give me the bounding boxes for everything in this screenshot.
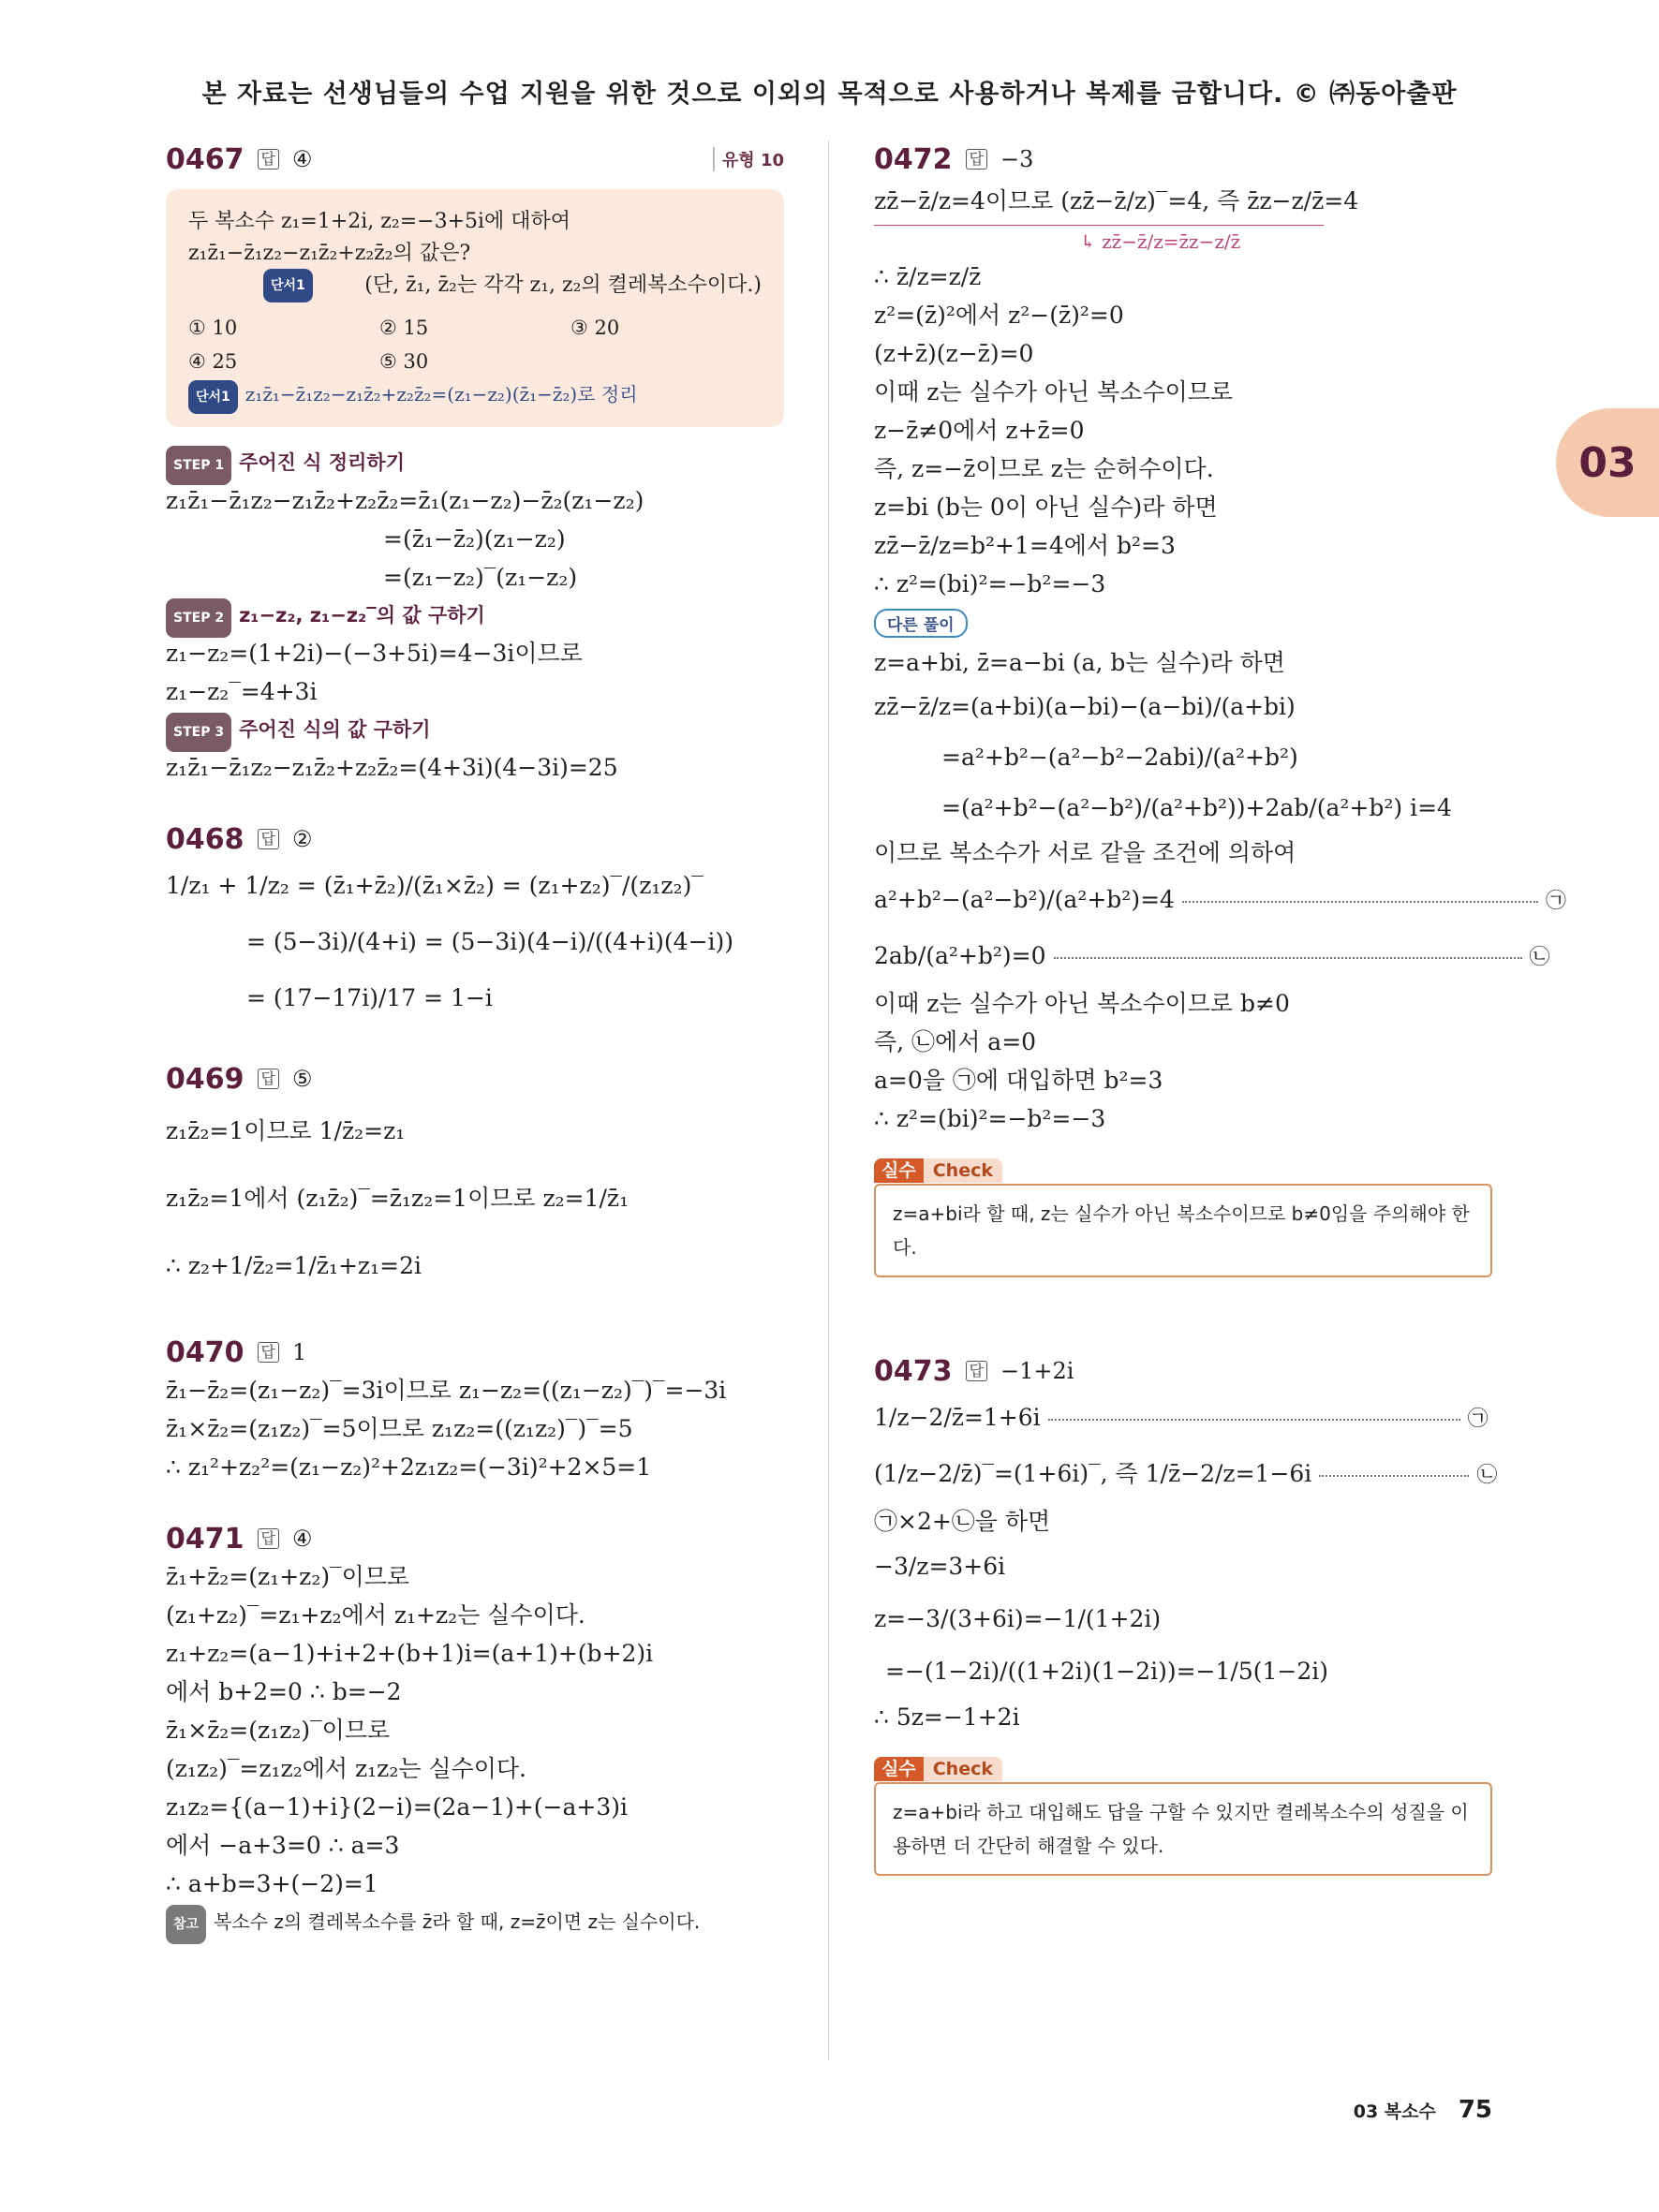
solution-line: 즉, z=−z̄이므로 z는 순허수이다. (874, 455, 1214, 482)
page-number: 75 (1458, 2096, 1492, 2124)
problem-header-0469 (166, 1060, 784, 1098)
check-header: 실수 Check (874, 1755, 1492, 1780)
solution-line: z₁+z₂=(a−1)+i+2+(b+1)i=(a+1)+(b+2)i (166, 1640, 654, 1667)
solution-line: 1/z₁ + 1/z₂ = (z̄₁+z̄₂)/(z̄₁×z̄₂) = (z₁+z₂)‾/(z₁z₂)‾ (166, 872, 704, 899)
answer-label: 답 (258, 149, 279, 170)
answer: ④ (291, 1526, 313, 1552)
solution-line: (z+z̄)(z−z̄)=0 (874, 340, 1034, 367)
problem-number: 0467 (166, 142, 244, 176)
question-line: z₁z̄₁−z̄₁z₂−z₁z̄₂+z₂z̄₂의 값은? (188, 242, 471, 265)
solution-line: ∴ z²=(bi)²=−b²=−3 (874, 1105, 1106, 1132)
step-3: STEP 3 주어진 식의 값 구하기 (166, 711, 784, 748)
solution-line: z=a+bi, z̄=a−bi (a, b는 실수)라 하면 (874, 649, 1285, 676)
answer-label: 답 (966, 1361, 987, 1381)
solution-line: ∴ z̄/z=z/z̄ (874, 263, 982, 290)
solution-line: 즉, ㉡에서 a=0 (874, 1028, 1037, 1055)
solution-line: = (5−3i)/(4+i) = (5−3i)(4−i)/((4+i)(4−i)) (246, 928, 734, 955)
problem-number: 0472 (874, 142, 953, 176)
solution-line: z₁−z₂=(1+2i)−(−3+5i)=4−3i이므로 (166, 640, 583, 667)
solution-line: 이때 z는 실수가 아닌 복소수이므로 b≠0 (874, 990, 1290, 1017)
choice: ① 10 (188, 317, 238, 339)
solution-line: z₁z̄₁−z̄₁z₂−z₁z̄₂+z₂z̄₂=z̄₁(z₁−z₂)−z̄₂(z₁−z₂) (166, 487, 644, 514)
solution-line: 에서 −a+3=0 ∴ a=3 (166, 1832, 400, 1859)
answer-label: 답 (258, 1069, 279, 1089)
check-header: 실수 Check (874, 1157, 1492, 1182)
solution-line: z₁−z₂‾=4+3i (166, 678, 318, 705)
solution-line: −3/z=3+6i (874, 1553, 1006, 1580)
solution-line: zz̄−z̄/z=b²+1=4에서 b²=3 (874, 532, 1176, 559)
solution-line: 에서 b+2=0 ∴ b=−2 (166, 1678, 402, 1705)
problem-header-0473 (874, 1352, 1492, 1390)
solution-line: ∴ z₁²+z₂²=(z₁−z₂)²+2z₁z₂=(−3i)²+2×5=1 (166, 1453, 652, 1481)
choice: ② 15 (379, 317, 429, 339)
solution-line: =(z̄₁−z̄₂)(z₁−z₂) (383, 525, 566, 553)
solution-line: z̄₁×z̄₂=(z₁z₂)‾이므로 (166, 1717, 391, 1744)
solution-line: 이때 z는 실수가 아닌 복소수이므로 (874, 378, 1234, 406)
solution-line: ∴ z²=(bi)²=−b²=−3 (874, 570, 1106, 597)
step-2: STEP 2 z₁−z₂, z₁−z₂‾의 값 구하기 (166, 597, 784, 634)
annotation-line: ↳ zz̄−z̄/z=z̄z−z/z̄ (1080, 230, 1241, 253)
problem-type: 유형 10 (713, 147, 784, 171)
solution-line: z=bi (b는 0이 아닌 실수)라 하면 (874, 494, 1218, 521)
choices (188, 311, 762, 378)
answer-label: 답 (258, 1342, 279, 1363)
solution-line: zz̄−z̄/z=(a+bi)(a−bi)−(a−bi)/(a+bi) (874, 693, 1296, 720)
solution-line: z̄₁−z̄₂=(z₁−z₂)‾=3i이므로 z₁−z₂=((z₁−z₂)‾)‾=−3i (166, 1377, 727, 1404)
problem-header-0468 (166, 820, 784, 858)
choice: ③ 20 (570, 317, 620, 339)
problem-header-0471 (166, 1520, 784, 1557)
answer: ④ (291, 146, 313, 172)
reference-note: 참고 복소수 z의 켤레복소수를 z̄라 할 때, z=z̄이면 z는 실수이다. (166, 1903, 784, 1940)
solution-line: 이므로 복소수가 서로 같을 조건에 의하여 (874, 839, 1296, 866)
solution-line: ∴ 5z=−1+2i (874, 1703, 1020, 1731)
solution-line: a²+b²−(a²−b²)/(a²+b²)=4 ㉠ (874, 886, 1566, 913)
problem-number: 0471 (166, 1522, 244, 1556)
answer-label: 답 (258, 829, 279, 849)
chapter-label: 03 복소수 (1353, 2101, 1436, 2122)
answer-label: 답 (966, 149, 987, 170)
solution-line: ∴ z₂+1/z̄₂=1/z̄₁+z₁=2i (166, 1252, 422, 1279)
question-line: 단서1 (단, z̄₁, z̄₂는 각각 z₁, z₂의 켤레복소수이다.) (188, 270, 762, 302)
alternate-solution-label: 다른 풀이 (874, 609, 968, 638)
solution-line: z−z̄≠0에서 z+z̄=0 (874, 417, 1085, 444)
problem-header-0470 (166, 1334, 784, 1371)
question-box (166, 189, 784, 427)
answer: ② (291, 826, 313, 852)
solution-line: z₁z̄₂=1에서 (z₁z̄₂)‾=z̄₁z₂=1이므로 z₂=1/z̄₁ (166, 1185, 630, 1212)
problem-number: 0473 (874, 1354, 953, 1388)
solution-line: 1/z−2/z̄=1+6i ㉠ (874, 1404, 1489, 1431)
solution-line: z̄₁×z̄₂=(z₁z₂)‾=5이므로 z₁z₂=((z₁z₂)‾)‾=5 (166, 1415, 633, 1442)
solution-line: z₁z̄₁−z̄₁z₂−z₁z̄₂+z₂z̄₂=(4+3i)(4−3i)=25 (166, 754, 618, 781)
solution-line: z²=(z̄)²에서 z²−(z̄)²=0 (874, 302, 1124, 329)
page-footer (1354, 2096, 1492, 2124)
question-line: 두 복소수 z₁=1+2i, z₂=−3+5i에 대하여 (188, 210, 571, 233)
problem-header-0472 (874, 140, 1492, 178)
solution-line: z=−3/(3+6i)=−1/(1+2i) (874, 1605, 1162, 1632)
problem-number: 0470 (166, 1335, 244, 1369)
solution-line: (z₁z₂)‾=z₁z₂에서 z₁z₂는 실수이다. (166, 1755, 527, 1782)
answer: −3 (1000, 146, 1034, 172)
check-box: z=a+bi라 하고 대입해도 답을 구할 수 있지만 켤레복소수의 성질을 이용하면 더 간단히 해결할 수 있다. (874, 1782, 1492, 1876)
mark-b: ㉡ (1529, 946, 1550, 969)
solution-line: = (17−17i)/17 = 1−i (246, 984, 493, 1011)
copyright-banner: 본 자료는 선생님들의 수업 지원을 위한 것으로 이외의 목적으로 사용하거나 복제를 금합니다. © ㈜동아출판 (201, 80, 1458, 109)
solution-line: zz̄−z̄/z=4이므로 (zz̄−z̄/z)‾=4, 즉 z̄z−z/z̄=4 (874, 178, 1324, 226)
answer-label: 답 (258, 1528, 279, 1549)
right-column (874, 140, 1566, 1876)
hint-tag: 단서1 (263, 269, 313, 302)
check-box: z=a+bi라 할 때, z는 실수가 아닌 복소수이므로 b≠0임을 주의해야 한다. (874, 1184, 1492, 1277)
solution-line: ∴ a+b=3+(−2)=1 (166, 1870, 378, 1897)
choice: ④ 25 (188, 350, 238, 373)
solution-line: (z₁+z₂)‾=z₁+z₂에서 z₁+z₂는 실수이다. (166, 1601, 585, 1629)
solution-line: =(a²+b²−(a²−b²)/(a²+b²))+2ab/(a²+b²) i=4 (941, 794, 1452, 821)
hint-line: 단서1 z₁z̄₁−z̄₁z₂−z₁z̄₂+z₂z̄₂=(z₁−z₂)(z̄₁−z̄₂)로 정리 (188, 378, 762, 410)
mark-a: ㉠ (1545, 890, 1566, 913)
problem-number: 0469 (166, 1062, 244, 1096)
left-column (166, 140, 784, 1940)
solution-line: z₁z̄₂=1이므로 1/z̄₂=z₁ (166, 1117, 406, 1144)
problem-header-0467 (166, 140, 784, 178)
answer: ⑤ (291, 1066, 313, 1092)
solution-line: z₁z₂={(a−1)+i}(2−i)=(2a−1)+(−a+3)i (166, 1793, 628, 1821)
solution-line: a=0을 ㉠에 대입하면 b²=3 (874, 1067, 1163, 1094)
solution-line: 2ab/(a²+b²)=0 ㉡ (874, 942, 1550, 969)
solution-line: z̄₁+z̄₂=(z₁+z₂)‾이므로 (166, 1563, 410, 1590)
column-divider (828, 140, 829, 2060)
answer: −1+2i (1000, 1358, 1074, 1384)
solution-line: (1/z−2/z̄)‾=(1+6i)‾, 즉 1/z̄−2/z=1−6i ㉡ (874, 1460, 1498, 1487)
choice: ⑤ 30 (379, 350, 429, 373)
solution-line: =a²+b²−(a²−b²−2abi)/(a²+b²) (941, 744, 1298, 771)
solution-line: =−(1−2i)/((1+2i)(1−2i))=−1/5(1−2i) (885, 1658, 1328, 1685)
step-1: STEP 1 주어진 식 정리하기 (166, 444, 784, 481)
solution-line: =(z₁−z₂)‾(z₁−z₂) (383, 564, 578, 591)
problem-number: 0468 (166, 822, 244, 856)
answer: 1 (291, 1339, 307, 1365)
solution-line: ㉠×2+㉡을 하면 (874, 1508, 1051, 1535)
chapter-side-tab: 03 (1556, 408, 1659, 517)
